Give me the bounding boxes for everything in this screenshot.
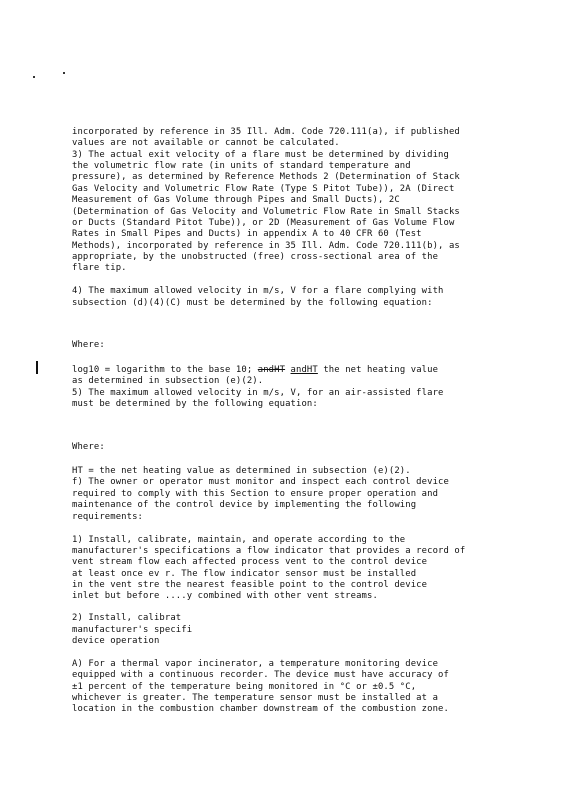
para-3-line: the volumetric flow rate (in units of standard temperature and xyxy=(72,161,411,171)
where-label: Where: xyxy=(72,442,105,452)
para-3-line: flare tip. xyxy=(72,263,127,273)
revision-bar xyxy=(36,361,38,374)
item-a-line: A) For a thermal vapor incinerator, a temperature monitoring device xyxy=(72,659,439,669)
para-f-line: required to comply with this Section to ensure proper operation and xyxy=(72,489,439,499)
ht-definition: HT = the net heating value as determined in subsection (e)(2). xyxy=(72,466,411,476)
where-label: Where: xyxy=(72,340,105,350)
item-a-line: equipped with a continuous recorder. The device must have accuracy of xyxy=(72,670,449,680)
item-a-line: ±1 percent of the temperature being monitored in °C or ±0.5 °C, xyxy=(72,682,417,692)
para-f-line: f) The owner or operator must monitor and inspect each control device xyxy=(72,477,449,487)
item-a-line: whichever is greater. The temperature sensor must be installed at a xyxy=(72,693,439,703)
para-3-line: 3) The actual exit velocity of a flare must be determined by dividing xyxy=(72,150,449,160)
para-4-line: subsection (d)(4)(C) must be determined by the following equation: xyxy=(72,298,433,308)
para-3-line: or Ducts (Standard Pitot Tube)), or 2D (Measurement of Gas Volume Flow xyxy=(72,218,455,228)
item-a-line: location in the combustion chamber downstream of the combustion zone. xyxy=(72,704,449,714)
scan-speck xyxy=(63,72,65,74)
para-3-line: Methods), incorporated by reference in 35 Ill. Adm. Code 720.111(b), as xyxy=(72,241,460,251)
para-f-line: maintenance of the control device by implementing the following xyxy=(72,500,417,510)
para-5-line: 5) The maximum allowed velocity in m/s, V, for an air-assisted flare xyxy=(72,388,444,398)
para-a-line: values are not available or cannot be calculated. xyxy=(72,138,340,148)
item-2-line: device operation xyxy=(72,636,160,646)
para-f-line: requirements: xyxy=(72,512,144,522)
log-definition-line2: as determined in subsection (e)(2). xyxy=(72,376,264,386)
para-3-line: Gas Velocity and Volumetric Flow Rate (Type S Pitot Tube)), 2A (Direct xyxy=(72,184,455,194)
item-1-line: in the vent stre the nearest feasible point to the control device xyxy=(72,580,428,590)
item-1-line: vent stream flow each affected process vent to the control device xyxy=(72,557,428,567)
para-3-line: Measurement of Gas Volume through Pipes and Small Ducts), 2C xyxy=(72,195,400,205)
para-a-line: incorporated by reference in 35 Ill. Adm. Code 720.111(a), if published xyxy=(72,127,460,137)
item-1-line: manufacturer's specifications a flow indicator that provides a record of xyxy=(72,546,466,556)
para-3-line: pressure), as determined by Reference Methods 2 (Determination of Stack xyxy=(72,172,460,182)
scan-speck xyxy=(33,76,35,78)
item-1-line: inlet but before ....y combined with other vent streams. xyxy=(72,591,378,601)
para-3-line: Rates in Small Pipes and Ducts) in appendix A to 40 CFR 60 (Test xyxy=(72,229,422,239)
item-2-line: manufacturer's specifi xyxy=(72,625,193,635)
log-definition: log10 = logarithm to the base 10; andHT andHT the net heating value xyxy=(72,365,439,375)
item-1-line: at least once ev r. The flow indicator sensor must be installed xyxy=(72,569,417,579)
para-3-line: appropriate, by the unobstructed (free) cross-sectional area of the xyxy=(72,252,439,262)
item-1-line: 1) Install, calibrate, maintain, and operate according to the xyxy=(72,535,406,545)
para-3-line: (Determination of Gas Velocity and Volumetric Flow Rate in Small Stacks xyxy=(72,207,460,217)
para-4-line: 4) The maximum allowed velocity in m/s, V for a flare complying with xyxy=(72,286,444,296)
item-2-line: 2) Install, calibrat xyxy=(72,613,182,623)
struck-text: andHT xyxy=(257,365,286,375)
inserted-text: andHT xyxy=(290,365,318,375)
para-5-line: must be determined by the following equation: xyxy=(72,399,318,409)
